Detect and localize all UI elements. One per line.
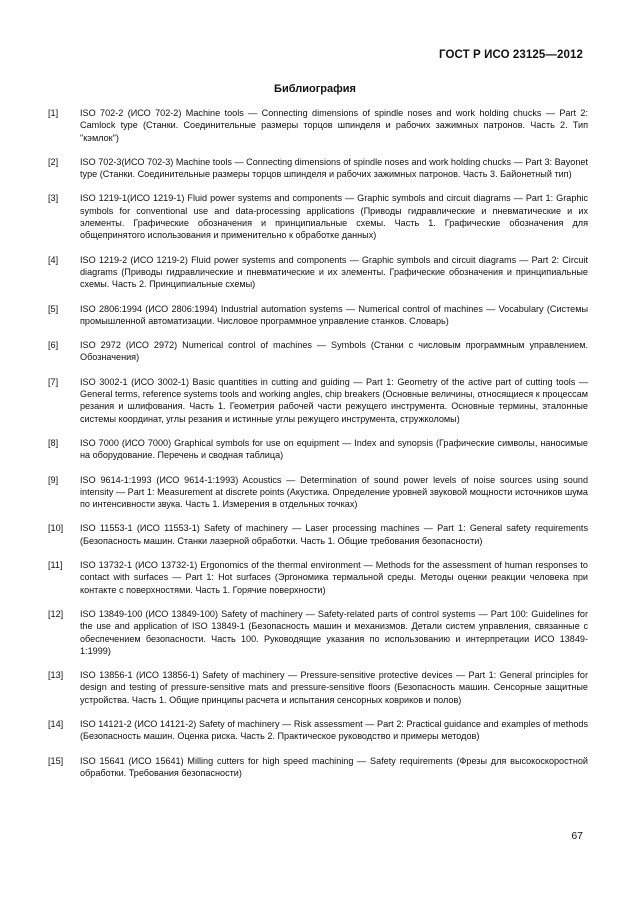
entry-text: ISO 1219-2 (ИСО 1219-2) Fluid power systems and components — Graphic symbols and circuit diagrams — Part 2: Circuit diagrams (Приводы гидравлические и пневматические и их элементы. Графические обозначения и принципиальные схемы. Часть 2. Принципиальные схемы) — [80, 254, 588, 290]
entry-number: [8] — [48, 437, 59, 448]
entry-text: ISO 2972 (ИСО 2972) Numerical control of machines — Symbols (Станки с числовым программным управлением. Обозначения) — [80, 340, 588, 363]
entry-number: [9] — [48, 474, 59, 485]
entry-text: ISO 1219-1(ИСО 1219-1) Fluid power systems and components — Graphic symbols and circuit diagrams — Part 1: Graphic symbols for conventional use and data-processing applications (Приводы гидравлические и пневматические и их элементы. Графические обозначения и принципиальные схемы. Часть 1. Графические обозначения для общепринятого использования и применительно к обработке данных) — [80, 193, 588, 241]
entry-number: [13] — [48, 670, 64, 681]
bibliography-entry — [48, 474, 588, 511]
bibliography-entry — [48, 669, 588, 706]
entry-text: ISO 11553-1 (ИСО 11553-1) Safety of machinery — Laser processing machines — Part 1: General safety requirements (Безопасность машин. Станки лазерной обработки. Часть 1. Общие требования безопасности) — [80, 523, 588, 546]
entry-text: ISO 702-3(ИСО 702-3) Machine tools — Connecting dimensions of spindle noses and work holding chucks — Part 3: Bayonet type (Станки. Соединительные размеры торцов шпинделя и рабочих зажимных патронов. Часть 3. Байонетный тип) — [80, 156, 588, 180]
entry-number: [3] — [48, 193, 59, 204]
bibliography-entry — [48, 339, 588, 364]
bibliography-entry — [48, 718, 588, 743]
bibliography-entry — [48, 437, 588, 462]
bibliography-entry — [48, 156, 588, 181]
entry-text: ISO 13849-100 (ИСО 13849-100) Safety of machinery — Safety-related parts of control systems — Part 100: Guidelines for the use and application of ISO 13849-1 (Безопасность машин и механизмов. Детали систем управления, связанные с обеспечением безопасности. Часть 100. Руководящие указания по использованию и интерпретации ИСО 13849-1:1999) — [80, 608, 588, 656]
entry-number: [7] — [48, 376, 59, 387]
entry-number: [14] — [48, 718, 64, 729]
entry-text: ISO 14121-2 (ИСО 14121-2) Safety of machinery — Risk assessment — Part 2: Practical guidance and examples of methods (Безопасность машин. Оценка риска. Часть 2. Практическое руководство и примеры методов) — [80, 718, 588, 742]
bibliography-list — [48, 107, 588, 791]
bibliography-entry — [48, 522, 588, 547]
entry-number: [6] — [48, 340, 59, 351]
bibliography-entry — [48, 559, 588, 596]
bibliography-entry — [48, 192, 588, 241]
entry-number: [4] — [48, 254, 59, 265]
entry-number: [10] — [48, 523, 64, 534]
entry-number: [2] — [48, 156, 59, 167]
entry-number: [11] — [48, 560, 63, 571]
entry-number: [1] — [48, 108, 59, 118]
entry-text: ISO 13732-1 (ИСО 13732-1) Ergonomics of the thermal environment — Methods for the assessment of human responses to contact with surfaces — Part 1: Hot surfaces (Эргономика термальной среды. Методы оценки реакции человека при контакте с поверхностями. Часть 1. Горячие поверхности) — [80, 560, 588, 595]
entry-text: ISO 15641 (ИСО 15641) Milling cutters for high speed machining — Safety requirements (Фрезы для высокоскоростной обработки. Требования безопасности) — [80, 755, 588, 778]
bibliography-entry — [48, 376, 588, 425]
entry-number: [15] — [48, 755, 64, 766]
bibliography-entry — [48, 608, 588, 657]
entry-text: ISO 13856-1 (ИСО 13856-1) Safety of machinery — Pressure-sensitive protective devices — Part 1: General principles for design and testing of pressure-sensitive mats and pressure-sensitive floors (Безопасность машин. Сенсорные защитные устройства. Часть 1. Общие принципы расчета и испытания сенсорных ковриков и полов) — [80, 670, 588, 705]
entry-text: ISO 3002-1 (ИСО 3002-1) Basic quantities in cutting and guiding — Part 1: Geometry of the active part of cutting tools — General terms, reference systems tools and working angles, chip breakers (Основные величины, относящиеся к процессам резания и шлифования. Часть 1. Геометрия рабочей части режущего инструмента. Основные термины, эталонные системы координат, углы резания и истинные углы режущего инструмента, стружколомы) — [80, 376, 588, 424]
standard-code-header: ГОСТ Р ИСО 23125—2012 — [438, 49, 583, 61]
bibliography-entry — [48, 107, 588, 144]
page-number: 67 — [571, 830, 583, 842]
entry-text: ISO 2806:1994 (ИСО 2806:1994) Industrial automation systems — Numerical control of machines — Vocabulary (Системы промышленной автоматизации. Числовое программное управление станков. Словарь) — [80, 303, 588, 326]
entry-text: ISO 9614-1:1993 (ИСО 9614-1:1993) Acoustics — Determination of sound power levels of noise sources using sound intensity — Part 1: Measurement at discrete points (Акустика. Определение уровней звуковой мощности источников шума по интенсивности звука. Часть 1. Измерения в отдельных точках) — [80, 474, 588, 510]
bibliography-entry — [48, 303, 588, 328]
bibliography-title: Библиография — [274, 83, 356, 95]
bibliography-entry — [48, 254, 588, 291]
entry-text: ISO 7000 (ИСО 7000) Graphical symbols for use on equipment — Index and synopsis (Графические символы, наносимые на оборудование. Перечень и сводная таблица) — [80, 437, 588, 461]
entry-number: [5] — [48, 303, 59, 314]
entry-text: ISO 702-2 (ИСО 702-2) Machine tools — Connecting dimensions of spindle noses and work holding chucks — Part 2: Camlock type (Станки. Соединительные размеры торцов шпинделя и рабочих зажимных патронов. Часть 2. Тип "кэмлок") — [80, 108, 588, 143]
bibliography-entry — [48, 755, 588, 780]
entry-number: [12] — [48, 608, 64, 619]
